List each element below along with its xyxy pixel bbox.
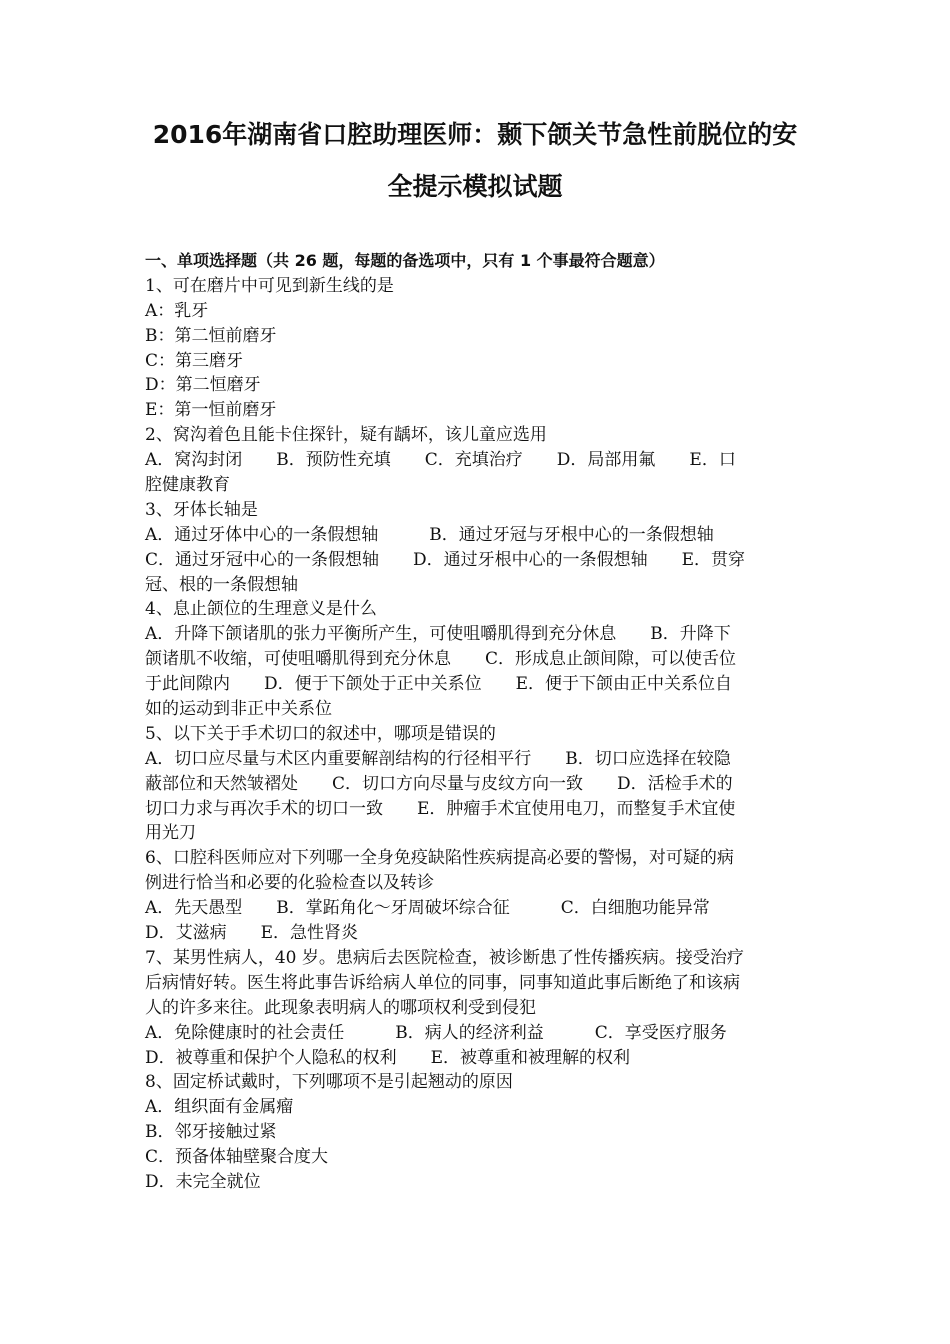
text-line: 后病情好转。医生将此事告诉给病人单位的同事，同事知道此事后断绝了和该病 [145,972,740,993]
text-line: 2、窝沟着色且能卡住探针，疑有龋坏，该儿童应选用 [145,425,547,446]
text-line: 4、息止颌位的生理意义是什么 [145,599,377,620]
text-line: 腔健康教育 [145,475,230,496]
text-line: 6、口腔科医师应对下列哪一全身免疫缺陷性疾病提高必要的警惕，对可疑的病 [145,848,734,869]
section-heading: 一、单项选择题（共 26 题，每题的备选项中，只有 1 个事最符合题意） [145,251,665,270]
document-title-line-2: 全提示模拟试题 [387,172,563,201]
text-line: 3、牙体长轴是 [145,499,258,520]
text-line: B．邻牙接触过紧 [145,1122,277,1143]
text-line: 于此间隙内 D．便于下颌处于正中关系位 E．便于下颌由正中关系位自 [145,674,733,695]
text-line: 7、某男性病人，40 岁。患病后去医院检查，被诊断患了性传播疾病。接受治疗 [145,947,744,968]
text-line: 5、以下关于手术切口的叙述中，哪项是错误的 [145,723,496,744]
text-line: 切口力求与再次手术的切口一致 E．肿瘤手术宜使用电刀，而整复手术宜使 [145,798,736,819]
text-line: A：乳牙 [145,300,209,321]
text-line: E：第一恒前磨牙 [145,400,277,421]
text-line: 8、固定桥试戴时，下列哪项不是引起翘动的原因 [145,1072,513,1093]
text-line: 颌诸肌不收缩，可使咀嚼肌得到充分休息 C．形成息止颌间隙，可以使舌位 [145,649,737,670]
text-line: D．被尊重和保护个人隐私的权利 E．被尊重和被理解的权利 [145,1047,631,1068]
text-line: A．通过牙体中心的一条假想轴 B．通过牙冠与牙根中心的一条假想轴 [145,524,714,545]
text-line: A．窝沟封闭 B．预防性充填 C．充填治疗 D．局部用氟 E．口 [145,450,736,471]
text-line: A．免除健康时的社会责任 B．病人的经济利益 C．享受医疗服务 [145,1022,727,1043]
text-line: C．预备体轴壁聚合度大 [145,1147,329,1168]
text-line: B：第二恒前磨牙 [145,325,277,346]
text-line: 用光刀 [145,823,196,844]
text-line: 冠、根的一条假想轴 [145,574,298,595]
text-line: D．未完全就位 [145,1171,261,1192]
text-line: 蔽部位和天然皱褶处 C．切口方向尽量与皮纹方向一致 D．活检手术的 [145,773,733,794]
text-line: C．通过牙冠中心的一条假想轴 D．通过牙根中心的一条假想轴 E．贯穿 [145,549,746,570]
text-line: D：第二恒磨牙 [145,375,261,396]
text-line: A．切口应尽量与术区内重要解剖结构的行径相平行 B．切口应选择在较隐 [145,748,731,769]
text-line: A．升降下颌诸肌的张力平衡所产生，可使咀嚼肌得到充分休息 B．升降下 [145,624,731,645]
text-line: A．组织面有金属瘤 [145,1097,294,1118]
document-body [145,249,813,1195]
text-line: 人的许多来往。此现象表明病人的哪项权利受到侵犯 [145,997,536,1018]
text-line: 例进行恰当和必要的化验检查以及转诊 [145,873,434,894]
text-line: D．艾滋病 E．急性肾炎 [145,923,359,944]
text-line: 1、可在磨片中可见到新生线的是 [145,275,394,296]
text-line: A．先天愚型 B．掌跖角化～牙周破坏综合征 C．白细胞功能异常 [145,898,710,919]
text-line: 如的运动到非正中关系位 [145,699,332,720]
document-title-line-1: 2016年湖南省口腔助理医师：颞下颌关节急性前脱位的安 [152,120,798,149]
text-line: C：第三磨牙 [145,350,244,371]
